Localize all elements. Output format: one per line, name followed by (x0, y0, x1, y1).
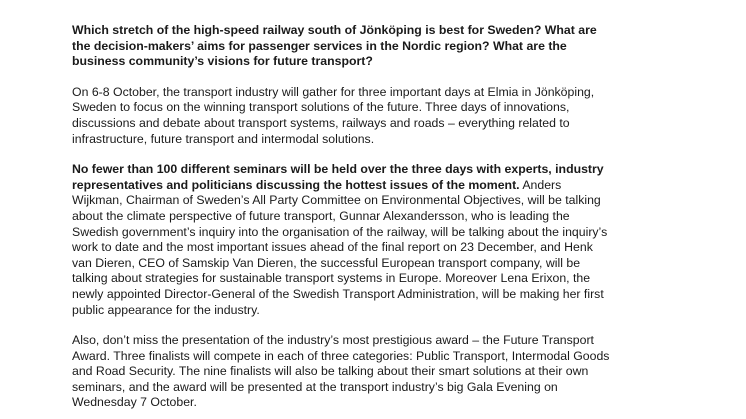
paragraph-text: Anders (519, 177, 562, 192)
paragraph-line-mixed (72, 178, 682, 194)
paragraph-line: newly appointed Director-General of the Swedish Transport Administration, will be making her first (72, 286, 604, 301)
paragraph-line: and Road Security. The nine finalists will also be talking about their smart solutions at their own (72, 364, 589, 379)
intro-questions (72, 23, 682, 70)
paragraph-line: seminars, and the award will be presented at the transport industry’s big Gala Evening on (72, 379, 558, 394)
paragraph-line: Swedish government’s inquiry into the organisation of the railway, will be talking about the inquiry’s (72, 224, 608, 239)
paragraph-award (72, 333, 682, 411)
future-transport-link[interactable]: future transport and intermodal solutions (150, 131, 371, 146)
paragraph-bold-line: No fewer than 100 different seminars will be held over the three days with experts, industry (72, 162, 604, 177)
paragraph-event-dates (72, 85, 682, 147)
intro-line: business community’s visions for future transport? (72, 54, 373, 69)
intro-line: Which stretch of the high-speed railway south of Jönköping is best for Sweden? What are (72, 23, 597, 37)
paragraph-line: On 6-8 October, the transport industry will gather for three important days at Elmia in Jönköping, (72, 84, 595, 99)
paragraph-line: work to date and the most important issues ahead of the final report on 23 December, and Henk (72, 240, 593, 255)
document-body (72, 23, 682, 411)
paragraph-line: Award. Three finalists will compete in each of three categories: Public Transport, Intermodal Goods (72, 348, 610, 363)
paragraph-line: about the climate perspective of future transport, Gunnar Alexandersson, who is leading the (72, 208, 570, 223)
paragraph-line: Also, don’t miss the presentation of the industry’s most prestigious award – the Future Transport (72, 333, 594, 348)
paragraph-text: infrastructure, (72, 131, 151, 146)
paragraph-line: Wijkman, Chairman of Sweden’s All Party Committee on Environmental Objectives, will be talking (72, 193, 601, 208)
paragraph-line: Wednesday 7 October. (72, 395, 197, 410)
paragraph-text: . (370, 131, 375, 146)
intro-line: the decision-makers’ aims for passenger services in the Nordic region? What are the (72, 38, 567, 53)
paragraph-line: talking about strategies for sustainable transport systems in Europe. Moreover Lena Erixon, the (72, 271, 591, 286)
paragraph-seminars (72, 162, 682, 318)
paragraph-line: van Dieren, CEO of Samskip Van Dieren, the successful European transport company, will be (72, 255, 581, 270)
paragraph-line-last (72, 132, 682, 148)
paragraph-line: discussions and debate about transport systems, railways and roads – everything related to (72, 115, 570, 130)
paragraph-bold-text: representatives and politicians discussing the hottest issues of the moment. (72, 177, 520, 192)
paragraph-line: Sweden to focus on the winning transport solutions of the future. Three days of innovations, (72, 100, 570, 115)
paragraph-line: public appearance for the industry. (72, 302, 260, 317)
